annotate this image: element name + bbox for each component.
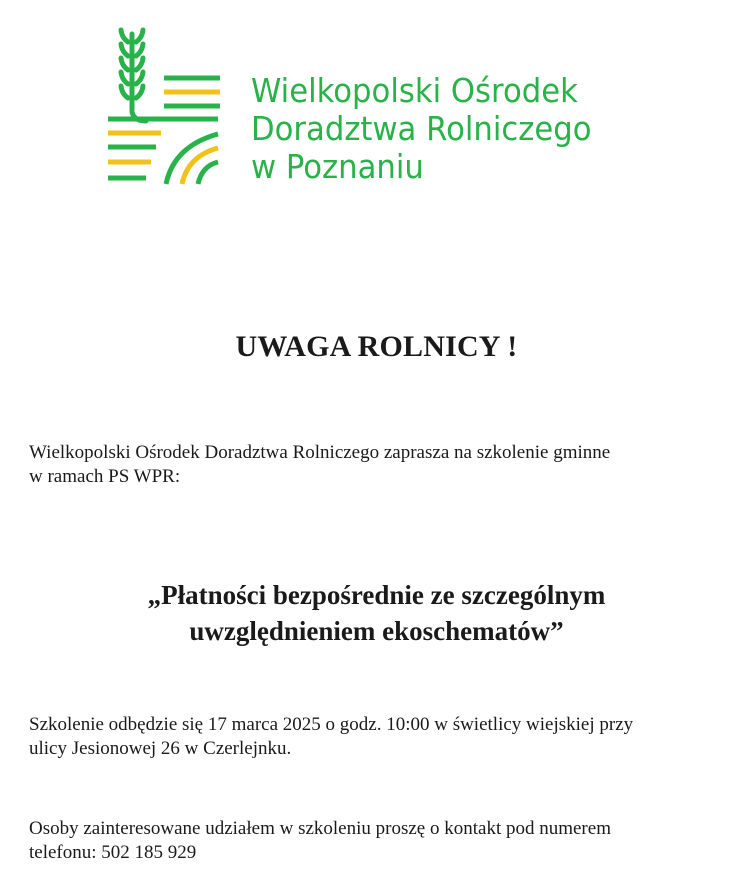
details-paragraph: [29, 713, 729, 761]
logo-line-2: Doradztwa Rolniczego: [251, 109, 592, 148]
training-title-line-1: „Płatności bezpośrednie ze szczególnym: [147, 580, 606, 610]
wheat-field-logo-icon: [106, 26, 226, 191]
contact-line-1: Osoby zainteresowane udziałem w szkoleniu proszę o kontakt pod numerem: [29, 818, 611, 839]
details-line-1: Szkolenie odbędzie się 17 marca 2025 o godz. 10:00 w świetlicy wiejskiej przy: [29, 714, 634, 735]
intro-line-2: w ramach PS WPR:: [29, 466, 181, 487]
contact-paragraph: [29, 817, 729, 865]
page-title: UWAGA ROLNICY !: [235, 330, 518, 363]
logo-wordmark: [251, 72, 591, 186]
intro-paragraph: [29, 441, 729, 489]
details-line-2: ulicy Jesionowej 26 w Czerlejnku.: [29, 738, 292, 759]
wodr-logo: [106, 26, 646, 196]
training-title-line-2: uwzględnieniem ekoschematów”: [189, 616, 564, 646]
intro-line-1: Wielkopolski Ośrodek Doradztwa Rolniczego zaprasza na szkolenie gminne: [29, 442, 611, 463]
contact-line-2: telefonu: 502 185 929: [29, 842, 197, 863]
logo-line-3: w Poznaniu: [251, 147, 424, 186]
logo-line-1: Wielkopolski Ośrodek: [251, 71, 578, 110]
training-title: [0, 577, 753, 649]
